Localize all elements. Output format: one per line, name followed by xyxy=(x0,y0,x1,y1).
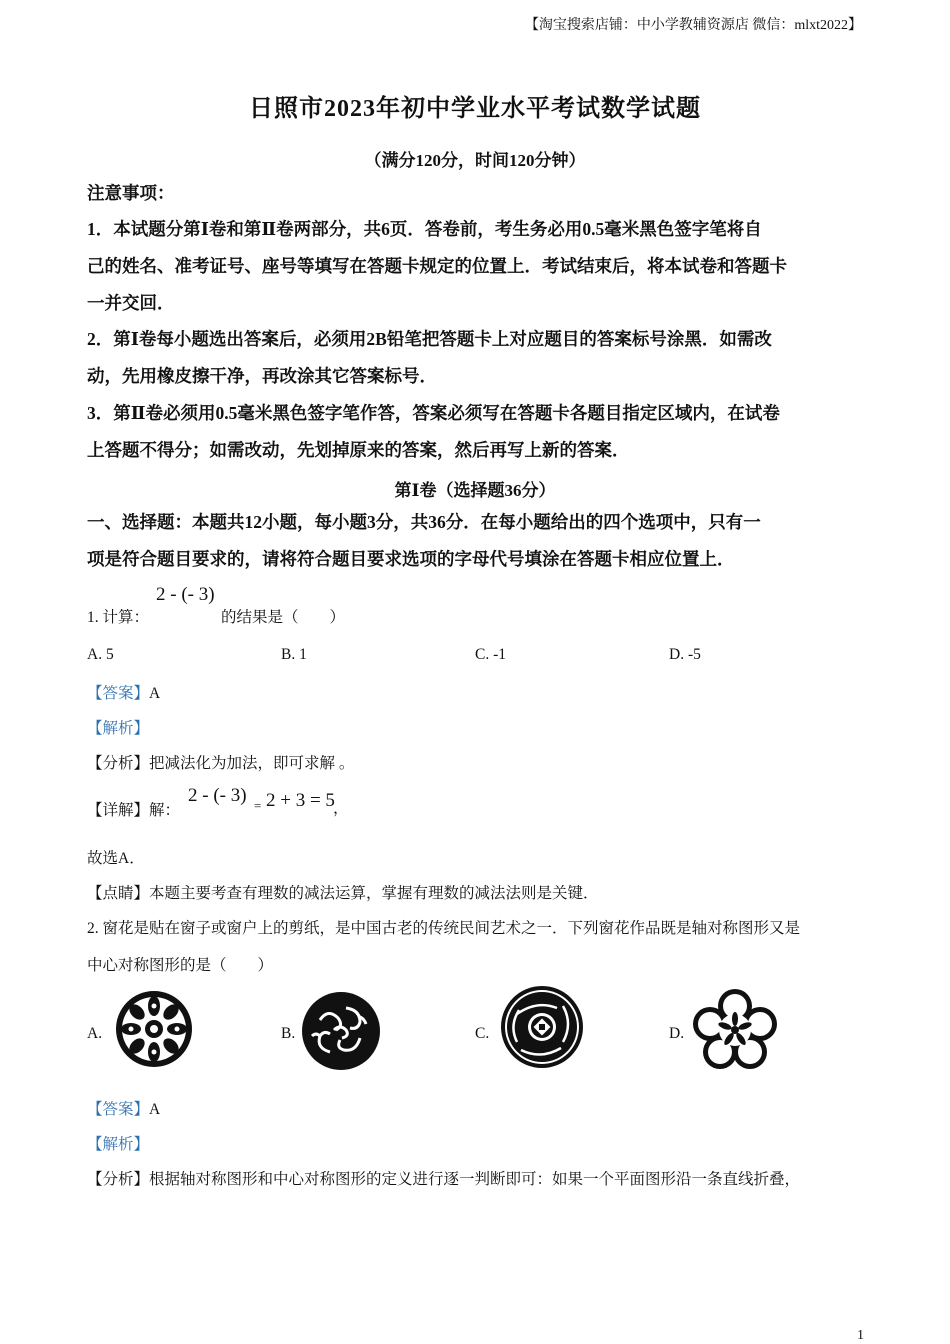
answer-tag: 【答案】 xyxy=(87,1101,150,1118)
papercut-b-image xyxy=(300,990,382,1072)
notice-line: 动，先用橡皮擦干净，再改涂其它答案标号． xyxy=(87,366,437,386)
page-title: 日照市2023年初中学业水平考试数学试题 xyxy=(249,96,701,122)
notice-line: 一并交回． xyxy=(87,293,175,313)
q1-suffix: 的结果是（ ） xyxy=(221,609,346,626)
q2-line: 2. 窗花是贴在窗子或窗户上的剪纸，是中国古老的传统民间艺术之一．下列窗花作品既是轴对称图形又是 xyxy=(87,920,801,937)
q1-option-b: B. 1 xyxy=(281,646,307,663)
q1-option-a: A. 5 xyxy=(87,646,114,663)
notice-heading: 注意事项： xyxy=(87,183,175,203)
dianjing-text: 本题主要考查有理数的减法运算，掌握有理数的减法法则是关键． xyxy=(149,885,599,902)
q2-option-b-label: B. xyxy=(281,1025,296,1042)
detail-expression-2: 2 + 3 = 5 xyxy=(266,790,335,811)
fenxi-text: 根据轴对称图形和中心对称图形的定义进行逐一判断即可：如果一个平面图形沿一条直线折叠， xyxy=(149,1171,801,1188)
q1-detail-row xyxy=(87,798,180,820)
section-title: 第Ⅰ卷（选择题36分） xyxy=(394,481,556,500)
notice-line: 2．第Ⅰ卷每小题选出答案后，必须用2B铅笔把答题卡上对应题目的答案标号涂黑．如需改 xyxy=(87,329,772,349)
page-subtitle: （满分120分，时间120分钟） xyxy=(364,151,586,170)
fenxi-text: 把减法化为加法，即可求解 。 xyxy=(149,755,355,772)
detail-comma: ， xyxy=(333,800,349,817)
fenxi-tag: 【分析】 xyxy=(87,755,150,772)
q2-fenxi-row xyxy=(87,1167,800,1189)
q2-option-a-label: A. xyxy=(87,1025,103,1042)
detail-equals: = xyxy=(254,798,262,813)
part-intro-line: 一、选择题：本题共12小题，每小题3分，共36分．在每小题给出的四个选项中，只有一 xyxy=(87,512,761,532)
notice-line: 3．第Ⅱ卷必须用0.5毫米黑色签字笔作答，答案必须写在答题卡各题目指定区域内，在试卷 xyxy=(87,403,780,423)
analysis-tag: 【解析】 xyxy=(87,720,150,737)
papercut-c-image xyxy=(499,984,581,1066)
q1-dianjing-row xyxy=(87,881,599,903)
q2-option-c-label: C. xyxy=(475,1025,490,1042)
notice-line: 1．本试题分第Ⅰ卷和第Ⅱ卷两部分，共6页．答卷前，考生务必用0.5毫米黑色签字笔将自 xyxy=(87,219,762,239)
q1-option-c: C. -1 xyxy=(475,646,506,663)
q1-fenxi-row xyxy=(87,751,354,773)
q1-answer-row xyxy=(87,681,160,703)
detail-prefix: 解： xyxy=(149,802,181,819)
q2-answer-row xyxy=(87,1097,160,1119)
notice-line: 上答题不得分；如需改动，先划掉原来的答案，然后再写上新的答案． xyxy=(87,440,630,460)
papercut-d-image xyxy=(690,988,772,1070)
fenxi-tag: 【分析】 xyxy=(87,1171,150,1188)
q1-conclusion: 故选A． xyxy=(87,850,145,867)
papercut-a-image xyxy=(113,988,195,1070)
q1-prefix: 1. 计算： xyxy=(87,609,150,626)
q2-option-d-label: D. xyxy=(669,1025,685,1042)
header-note: 【淘宝搜索店铺：中小学教辅资源店 微信：mlxt2022】 xyxy=(524,18,862,33)
detail-tag: 【详解】 xyxy=(87,802,150,819)
answer-tag: 【答案】 xyxy=(87,685,150,702)
answer-value: A xyxy=(149,685,161,702)
q2-line: 中心对称图形的是（ ） xyxy=(87,957,274,974)
detail-expression-1: 2 - (- 3) xyxy=(188,785,247,806)
q1-expression: 2 - (- 3) xyxy=(156,584,215,605)
part-intro-line: 项是符合题目要求的，请将符合题目要求选项的字母代号填涂在答题卡相应位置上． xyxy=(87,549,735,569)
analysis-tag: 【解析】 xyxy=(87,1136,150,1153)
dianjing-tag: 【点睛】 xyxy=(87,885,150,902)
answer-value: A xyxy=(149,1101,161,1118)
page-number: 1 xyxy=(857,1328,864,1343)
q1-option-d: D. -5 xyxy=(669,646,701,663)
notice-line: 己的姓名、准考证号、座号等填写在答题卡规定的位置上．考试结束后，将本试卷和答题卡 xyxy=(87,256,787,276)
